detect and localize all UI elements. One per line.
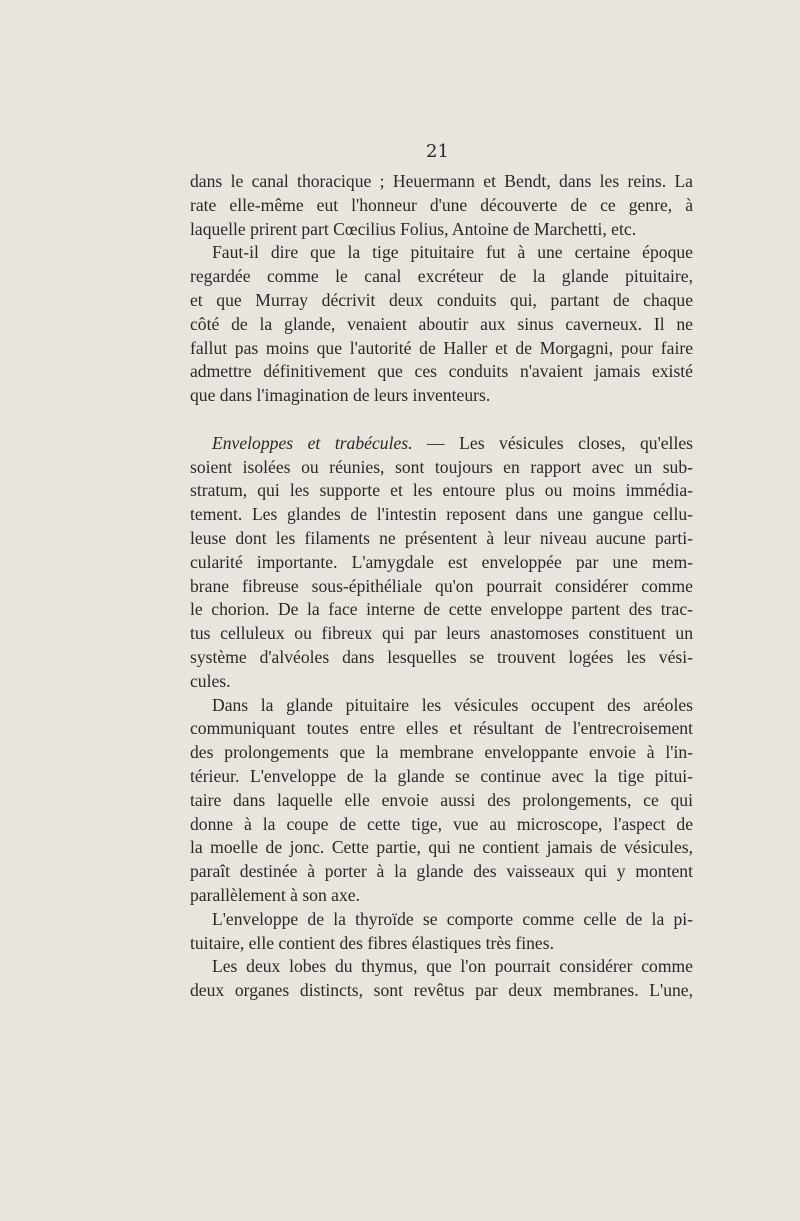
text-line: L'enveloppe de la thyroïde se comporte comme celle de la pi- bbox=[212, 908, 693, 929]
text-line: laquelle prirent part Cœcilius Folius, Antoine de Marchetti, etc. bbox=[190, 218, 637, 239]
text-line: Les deux lobes du thymus, que l'on pourrait considérer comme bbox=[212, 956, 693, 977]
text-fragment: — Les vésicules closes, qu'elles bbox=[412, 432, 693, 453]
section-gap bbox=[190, 408, 693, 432]
text-line: que dans l'imagination de leurs inventeurs. bbox=[190, 385, 491, 406]
text-line: deux organes distincts, sont revêtus par deux membranes. L'une, bbox=[190, 980, 693, 1001]
text-line: Faut-il dire que la tige pituitaire fut à une certaine époque bbox=[212, 242, 693, 263]
text-line: cules. bbox=[190, 670, 231, 691]
text-line: soient isolées ou réunies, sont toujours en rapport avec un sub- bbox=[190, 456, 693, 477]
text-line: donne à la coupe de cette tige, vue au microscope, l'aspect de bbox=[190, 813, 693, 834]
text-line: admettre définitivement que ces conduits n'avaient jamais existé bbox=[190, 361, 693, 382]
text-line: côté de la glande, venaient aboutir aux sinus caverneux. Il ne bbox=[190, 313, 693, 334]
text-line: paraît destinée à porter à la glande des vaisseaux qui y montent bbox=[190, 861, 693, 882]
text-line: tus celluleux ou fibreux qui par leurs anastomoses constituent un bbox=[190, 623, 693, 644]
paragraph-4 bbox=[190, 694, 693, 908]
text-line: dans le canal thoracique ; Heuermann et Bendt, dans les reins. La bbox=[190, 171, 693, 191]
text-line: cularité importante. L'amygdale est enveloppée par une mem- bbox=[190, 551, 693, 572]
text-line: térieur. L'enveloppe de la glande se continue avec la tige pitui- bbox=[190, 765, 693, 786]
text-line: et que Murray décrivit deux conduits qui, partant de chaque bbox=[190, 289, 693, 310]
text-line: communiquant toutes entre elles et résultant de l'entrecroisement bbox=[190, 718, 693, 739]
paragraph-1 bbox=[190, 170, 693, 241]
section-heading: Enveloppes et trabécules. bbox=[212, 432, 413, 453]
text-line: Dans la glande pituitaire les vésicules occupent des aréoles bbox=[212, 694, 693, 715]
text-line: le chorion. De la face interne de cette enveloppe partent des trac- bbox=[190, 599, 693, 620]
text-line: leuse dont les filaments ne présentent à leur niveau aucune parti- bbox=[190, 527, 693, 548]
paragraph-5 bbox=[190, 908, 693, 956]
text-line bbox=[190, 432, 693, 456]
text-line: brane fibreuse sous-épithéliale qu'on pourrait considérer comme bbox=[190, 575, 693, 596]
text-line: parallèlement à son axe. bbox=[190, 884, 360, 905]
paragraph-2 bbox=[190, 241, 693, 408]
text-line: rate elle-même eut l'honneur d'une découverte de ce genre, à bbox=[190, 194, 693, 215]
text-line: la moelle de jonc. Cette partie, qui ne contient jamais de vésicules, bbox=[190, 837, 693, 858]
paragraph-3 bbox=[190, 432, 693, 694]
text-line: taire dans laquelle elle envoie aussi des prolongements, ce qui bbox=[190, 789, 693, 810]
text-line: tuitaire, elle contient des fibres élastiques très fines. bbox=[190, 932, 554, 953]
text-line: des prolongements que la membrane enveloppante envoie à l'in- bbox=[190, 742, 693, 763]
text-line: système d'alvéoles dans lesquelles se trouvent logées les vési- bbox=[190, 646, 693, 667]
body-text bbox=[190, 170, 693, 1003]
page-number: 21 bbox=[426, 141, 449, 162]
text-line: tement. Les glandes de l'intestin reposent dans une gangue cellu- bbox=[190, 504, 693, 525]
text-line: regardée comme le canal excréteur de la glande pituitaire, bbox=[190, 266, 693, 287]
text-line: stratum, qui les supporte et les entoure plus ou moins immédia- bbox=[190, 480, 693, 501]
text-line: fallut pas moins que l'autorité de Haller et de Morgagni, pour faire bbox=[190, 337, 693, 358]
paragraph-6 bbox=[190, 955, 693, 1003]
